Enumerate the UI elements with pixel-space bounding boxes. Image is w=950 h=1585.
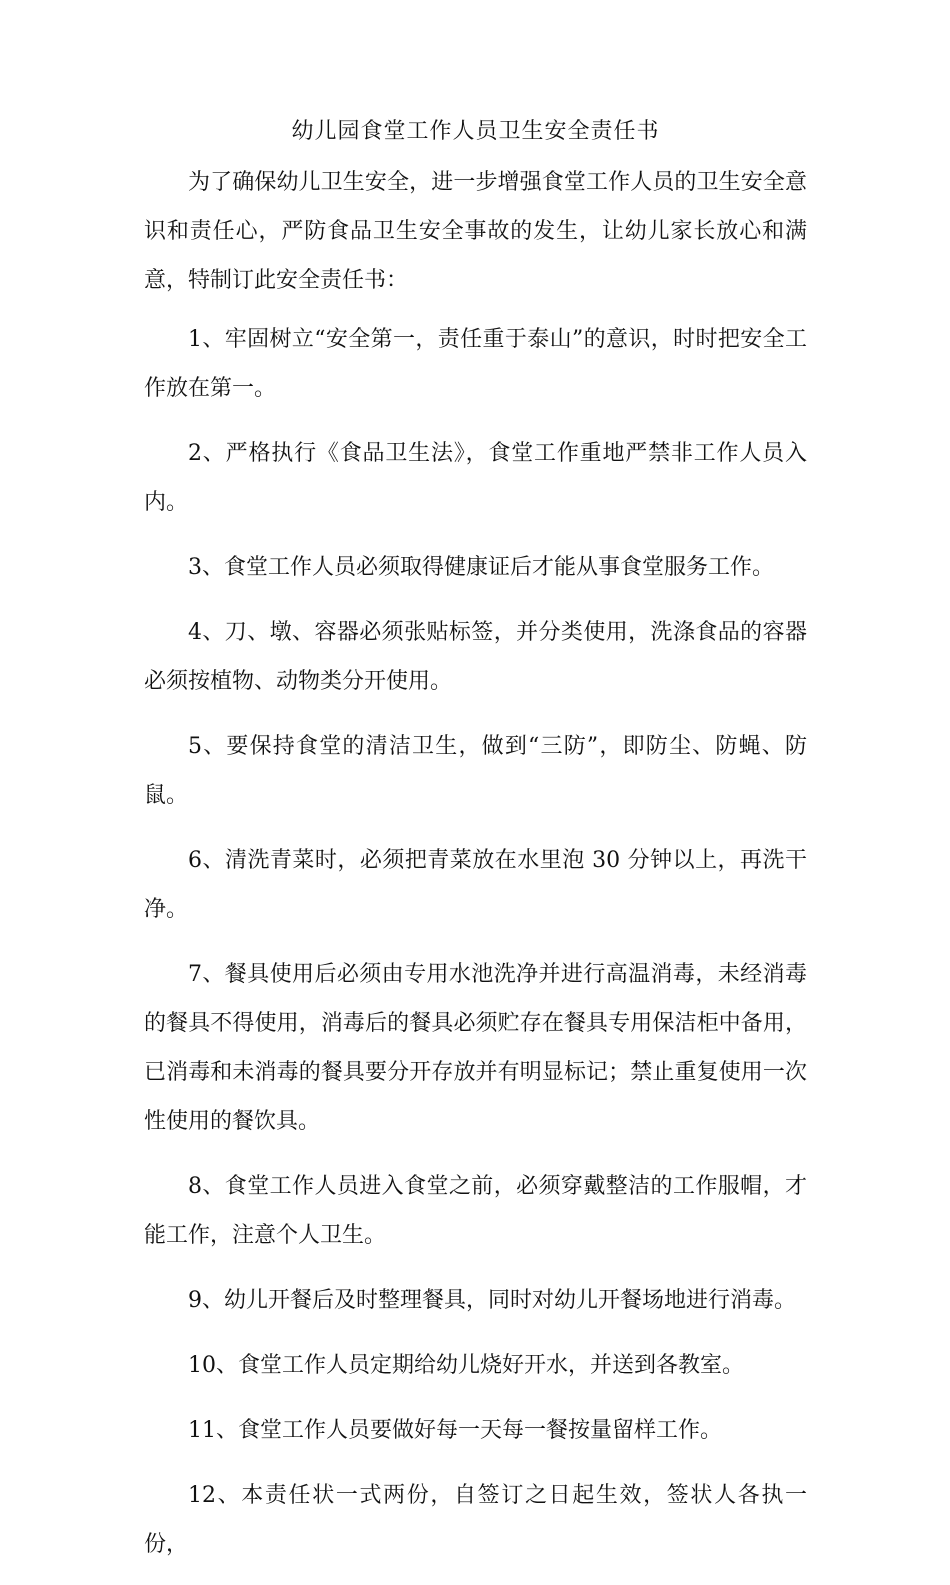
clause-5: 5、要保持食堂的清洁卫生，做到“三防”，即防尘、防蝇、防鼠。 [144, 734, 807, 808]
clause-9: 9、幼儿开餐后及时整理餐具，同时对幼儿开餐场地进行消毒。 [188, 1288, 796, 1313]
document-title: 幼儿园食堂工作人员卫生安全责任书 [291, 119, 660, 144]
clause-1: 1、牢固树立“安全第一，责任重于泰山”的意识，时时把安全工作放在第一。 [144, 327, 807, 401]
clause-11: 11、食堂工作人员要做好每一天每一餐按量留样工作。 [188, 1418, 722, 1443]
clause-8: 8、食堂工作人员进入食堂之前，必须穿戴整洁的工作服帽，才能工作，注意个人卫生。 [144, 1174, 807, 1248]
document-page [144, 112, 807, 1585]
intro-paragraph: 为了确保幼儿卫生安全，进一步增强食堂工作人员的卫生安全意识和责任心，严防食品卫生安全事故的发生，让幼儿家长放心和满意，特制订此安全责任书： [144, 170, 807, 293]
clause-6: 6、清洗青菜时，必须把青菜放在水里泡 30 分钟以上，再洗干净。 [144, 848, 807, 922]
clause-2: 2、严格执行《食品卫生法》，食堂工作重地严禁非工作人员入内。 [144, 441, 807, 515]
clause-10: 10、食堂工作人员定期给幼儿烧好开水，并送到各教室。 [188, 1353, 744, 1378]
clause-3: 3、食堂工作人员必须取得健康证后才能从事食堂服务工作。 [188, 555, 774, 580]
clause-4: 4、刀、墩、容器必须张贴标签，并分类使用，洗涤食品的容器必须按植物、动物类分开使用。 [144, 620, 807, 694]
clause-12: 12、本责任状一式两份，自签订之日起生效，签状人各执一份， [144, 1483, 807, 1557]
clause-7: 7、餐具使用后必须由专用水池洗净并进行高温消毒，未经消毒的餐具不得使用，消毒后的餐具必须贮存在餐具专用保洁柜中备用，已消毒和未消毒的餐具要分开存放并有明显标记；禁止重复使用一次性使用的餐饮具。 [144, 962, 807, 1134]
